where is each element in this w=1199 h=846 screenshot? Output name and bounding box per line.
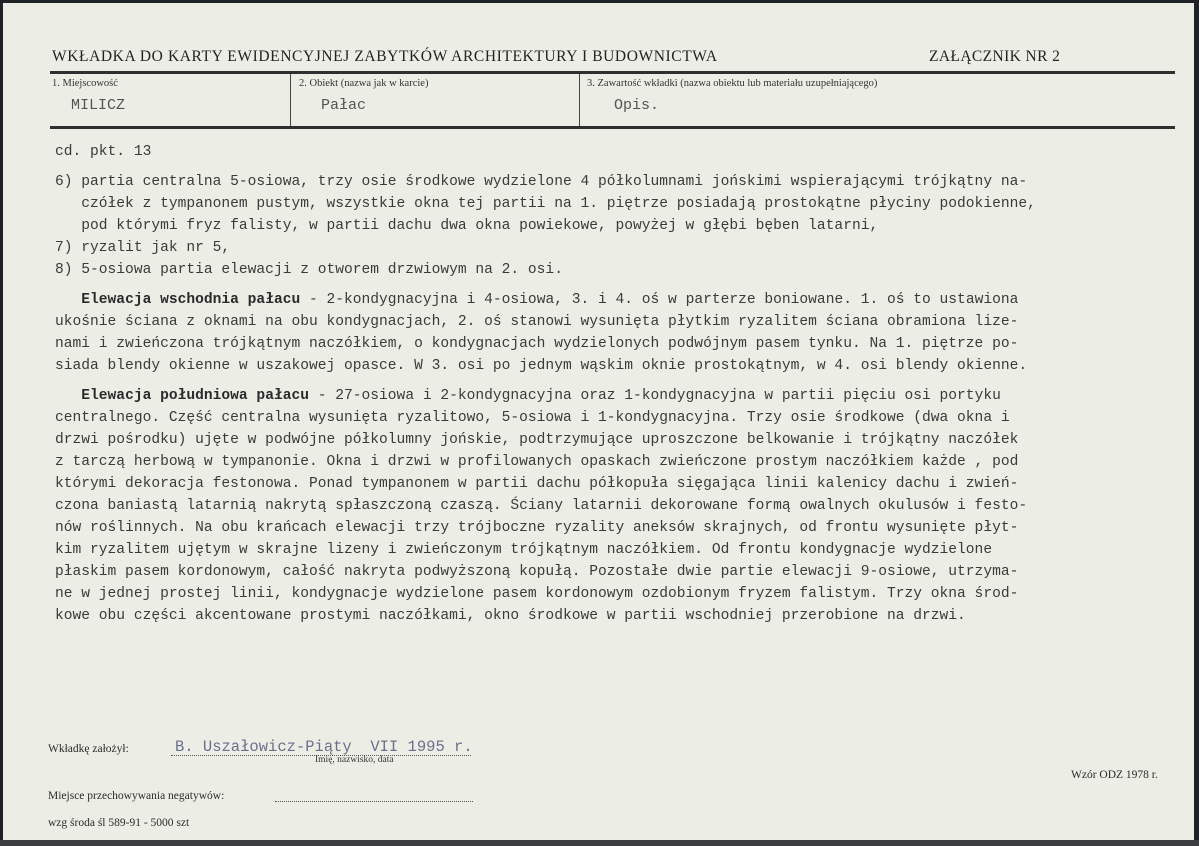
south-elevation-paragraph: Elewacja południowa pałacu - 27-osiowa i 2-kondygnacyjna oraz 1-kondygnacyjna w partii pięciu osi portyku centralnego. Część centralna wysunięta ryzalitowo, 5-osiowa i 1-kondygnacyjna. Trzy osie środkowe (dwa okna i drzwi pośrodku) ujęte w podwójne półkolumny jońskie, podtrzymujące uproszczone belkowanie i trójkątny naczółek z tarczą herbową w tympanonie. Okna i drzwi w profilowanych opaskach zwieńczone prostym naczółkiem każde , pod którymi dekoracja festonowa. Ponad tympanonem w partii dachu półkopuła sięgająca linii kalenicy dachu i zwień- czona baniastą latarnią nakrytą spłaszczoną czaszą. Ściany latarnii dekorowane formą owalnych okulusów i festo- nów roślinnych. Na obu krańcach elewacji trzy trójboczne ryzality aneksów skrajnych, od frontu wysunięte płyt- kim ryzalitem ujętym w skrajne lizeny i zwieńczonym trójkątnym naczółkiem. Od frontu kondygnacje wydzielone płaskim pasem kordonowym, całość nakryta podwyższoną kopułą. Pozostałe dwie partie elewacji 9-osiowe, utrzyma- ne w jednej prostej linii, kondygnacje wydzielone pasem kordonowym ozdobionym fryzem falistym. Trzy okna środ- kowe obu części akcentowane prostymi naczółkami, okno środkowe w partii wschodniej przerobione na drzwi.	[55, 388, 1028, 624]
header-bottom-rule	[50, 126, 1175, 129]
created-by-value: B. Uszałowicz-Piąty VII 1995 r.	[175, 738, 473, 756]
field-divider	[290, 74, 291, 126]
list-item: 8) 5-osiowa partia elewacji z otworem drzwiowym na 2. osi.	[55, 262, 563, 278]
header-top-rule	[50, 71, 1175, 74]
field-label: 1. Miejscowość	[52, 78, 118, 89]
form-title: WKŁADKA DO KARTY EWIDENCYJNEJ ZABYTKÓW ARCHITEKTURY I BUDOWNICTWA	[52, 48, 718, 65]
scan-edge	[0, 840, 1199, 846]
list-item: 6) partia centralna 5-osiowa, trzy osie środkowe wydzielone 4 półkolumnami jońskimi wspierającymi trójkątny na-	[55, 174, 1028, 190]
created-by-caption: Imię, nazwisko, data	[315, 755, 394, 765]
field-label: 3. Zawartość wkładki (nazwa obiektu lub materiału uzupełniającego)	[587, 78, 878, 89]
record-insert-card	[3, 3, 1194, 840]
east-elevation-heading: Elewacja wschodnia pałacu	[81, 292, 301, 308]
print-note: wzg środa śl 589-91 - 5000 szt	[48, 817, 190, 829]
field-value: MILICZ	[71, 97, 126, 114]
east-elevation-paragraph: Elewacja wschodnia pałacu - 2-kondygnacyjna i 4-osiowa, 3. i 4. oś w parterze boniowane. 1. oś to ustawiona ukośnie ściana z oknami na obu kondygnacjach, 2. oś stanowi wysunięta płytkim ryzalitem ściana obramiona lize- nami i zwieńczona trójkątnym naczółkiem, o kondygnacjach wydzielonych podwójnym pasem tynku. Na 1. piętrze po- siada blendy okienne w uszakowej opasce. W 3. osi po jednym wąskim oknie prostokątnym, w 4. osi blendy okienne.	[55, 292, 1028, 374]
continuation-note: cd. pkt. 13	[55, 144, 152, 160]
list-item: pod którymi fryz falisty, w partii dachu dwa okna powiekowe, powyżej w głębi bęben latarni,	[55, 218, 879, 234]
created-by-label: Wkładkę założył:	[48, 743, 129, 755]
list-item: 7) ryzalit jak nr 5,	[55, 240, 231, 256]
field-value: Pałac	[321, 97, 367, 114]
field-divider	[579, 74, 580, 126]
list-item: czółek z tympanonem pustym, wszystkie okna tej partii na 1. piętrze posiadają prostokątne płyciny podokienne,	[55, 196, 1036, 212]
field-label: 2. Obiekt (nazwa jak w karcie)	[299, 78, 429, 89]
field-value: Opis.	[614, 97, 660, 114]
description-body	[55, 141, 1145, 627]
south-elevation-heading: Elewacja południowa pałacu	[81, 388, 309, 404]
negatives-location-field	[275, 801, 473, 802]
annex-number: ZAŁĄCZNIK NR 2	[929, 48, 1061, 65]
negatives-location-label: Miejsce przechowywania negatywów:	[48, 790, 225, 802]
template-note: Wzór ODZ 1978 r.	[1071, 769, 1158, 781]
